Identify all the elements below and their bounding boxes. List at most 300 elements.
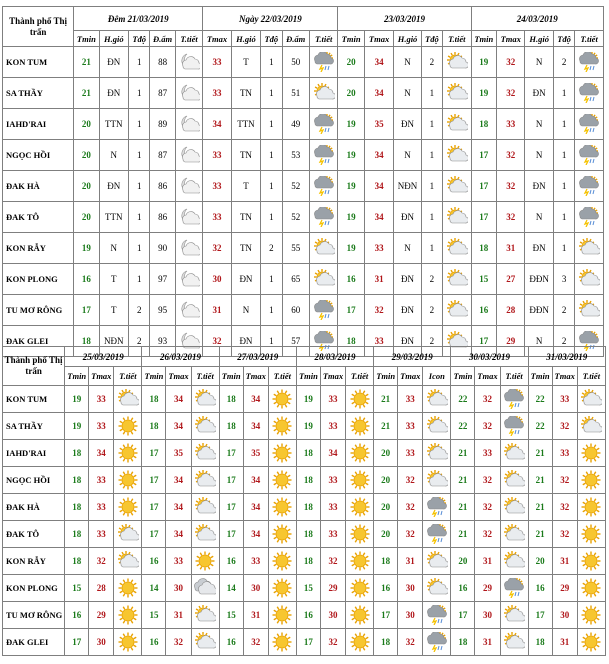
tmin-cell: 17 <box>451 602 475 629</box>
tmax-cell: 32 <box>166 629 191 656</box>
thunderstorm-icon <box>503 389 525 409</box>
tmax-cell: 32 <box>475 386 500 413</box>
sun-cloud-icon <box>503 524 525 544</box>
weather-cell <box>191 467 219 494</box>
tmin-cell: 21 <box>528 467 552 494</box>
weather-cell <box>175 233 202 264</box>
weather-cell <box>114 413 142 440</box>
value-cell: 18 <box>74 326 99 357</box>
value-cell: 51 <box>282 78 309 109</box>
thunderstorm-icon <box>313 114 335 134</box>
weather-cell <box>346 629 374 656</box>
weather-cell <box>423 386 451 413</box>
tmin-cell: 17 <box>142 440 166 467</box>
tmin-cell: 17 <box>65 629 89 656</box>
tmax-cell: 29 <box>475 575 500 602</box>
tmin-cell: 16 <box>219 548 243 575</box>
sun-cloud-icon <box>503 605 525 625</box>
tmax-cell: 32 <box>398 521 423 548</box>
weather-cell <box>191 440 219 467</box>
column-header: Tmax <box>475 367 500 386</box>
value-cell: 90 <box>150 233 175 264</box>
value-cell: 17 <box>471 202 496 233</box>
tmin-cell: 18 <box>528 629 552 656</box>
tmin-cell: 19 <box>65 386 89 413</box>
column-header: Tđộ <box>129 31 150 47</box>
value-cell: 19 <box>471 47 496 78</box>
weather-cell <box>175 171 202 202</box>
sun-icon <box>117 605 139 625</box>
value-cell: TN <box>231 233 260 264</box>
value-cell: 1 <box>129 47 150 78</box>
thunderstorm-icon <box>578 145 600 165</box>
weather-cell <box>268 521 296 548</box>
value-cell: ĐN <box>394 264 421 295</box>
table-row <box>3 202 604 233</box>
column-header: Tmax <box>243 367 268 386</box>
tmin-cell: 17 <box>219 467 243 494</box>
weather-cell <box>575 140 604 171</box>
value-cell: 33 <box>203 47 231 78</box>
table-row <box>3 386 606 413</box>
weather-cell <box>500 575 528 602</box>
value-cell: 31 <box>497 233 525 264</box>
value-cell: 19 <box>338 109 364 140</box>
date-header: 30/03/2019 <box>451 347 528 367</box>
value-cell: 97 <box>150 264 175 295</box>
value-cell: 20 <box>74 171 99 202</box>
value-cell: N <box>231 295 260 326</box>
weather-cell <box>575 233 604 264</box>
thunderstorm-icon <box>426 497 448 517</box>
value-cell: ĐN <box>394 202 421 233</box>
value-cell: 55 <box>282 233 309 264</box>
tmax-cell: 34 <box>243 386 268 413</box>
tmin-cell: 18 <box>451 629 475 656</box>
value-cell: 16 <box>74 264 99 295</box>
value-cell: 31 <box>364 264 393 295</box>
value-cell: 1 <box>421 78 442 109</box>
column-header: H.gió <box>525 31 553 47</box>
sun-cloud-icon <box>194 524 216 544</box>
tmin-cell: 18 <box>219 413 243 440</box>
column-header: T.tiết <box>175 31 202 47</box>
value-cell: ĐĐN <box>525 264 553 295</box>
sun-cloud-icon <box>117 389 139 409</box>
sun-icon <box>349 389 371 409</box>
value-cell: ĐN <box>99 171 128 202</box>
tmax-cell: 35 <box>243 440 268 467</box>
value-cell: 2 <box>553 295 574 326</box>
tmax-cell: 31 <box>552 548 577 575</box>
sun-icon <box>271 389 293 409</box>
tmax-cell: 31 <box>398 548 423 575</box>
weather-cell <box>500 521 528 548</box>
tmax-cell: 32 <box>398 494 423 521</box>
value-cell: 17 <box>471 326 496 357</box>
weather-cell <box>575 109 604 140</box>
sun-cloud-icon <box>503 443 525 463</box>
value-cell: N <box>525 47 553 78</box>
value-cell: ĐN <box>231 264 260 295</box>
weather-cell <box>114 575 142 602</box>
tmax-cell: 33 <box>320 413 345 440</box>
tmax-cell: 33 <box>89 413 114 440</box>
value-cell: ĐN <box>394 295 421 326</box>
weather-cell <box>443 295 472 326</box>
table-row <box>3 548 606 575</box>
value-cell: 1 <box>129 202 150 233</box>
tmin-cell: 22 <box>528 413 552 440</box>
value-cell: 33 <box>497 109 525 140</box>
sun-cloud-icon <box>426 470 448 490</box>
table-row <box>3 602 606 629</box>
column-header: Tmin <box>374 367 398 386</box>
weather-cell <box>114 602 142 629</box>
column-header: Tmax <box>552 367 577 386</box>
tmax-cell: 32 <box>398 467 423 494</box>
moon-cloud-icon <box>178 207 200 227</box>
value-cell: 21 <box>74 78 99 109</box>
thunderstorm-icon <box>578 52 600 72</box>
value-cell: N <box>394 140 421 171</box>
value-cell: 17 <box>471 140 496 171</box>
column-header: T.tiết <box>500 367 528 386</box>
value-cell: 1 <box>421 233 442 264</box>
value-cell: 1 <box>261 202 282 233</box>
tmin-cell: 20 <box>451 548 475 575</box>
tmax-cell: 33 <box>398 440 423 467</box>
sun-cloud-icon <box>446 300 468 320</box>
value-cell: TN <box>231 140 260 171</box>
sun-icon <box>580 578 602 598</box>
value-cell: 60 <box>282 295 309 326</box>
city-name: KON PLONG <box>3 575 65 602</box>
tmin-cell: 21 <box>528 521 552 548</box>
tmax-cell: 33 <box>552 440 577 467</box>
table-row <box>3 494 606 521</box>
sun-icon <box>580 632 602 652</box>
sun-cloud-icon <box>503 632 525 652</box>
sun-icon <box>271 416 293 436</box>
weather-cell <box>577 386 605 413</box>
moon-cloud-icon <box>178 114 200 134</box>
thunderstorm-icon <box>578 207 600 227</box>
tmin-cell: 18 <box>142 413 166 440</box>
sun-cloud-icon <box>313 238 335 258</box>
value-cell: 1 <box>421 140 442 171</box>
value-cell: 35 <box>364 109 393 140</box>
value-cell: 87 <box>150 78 175 109</box>
value-cell: NĐN <box>99 326 128 357</box>
value-cell: 1 <box>553 202 574 233</box>
value-cell: N <box>99 140 128 171</box>
value-cell: 1 <box>129 264 150 295</box>
date-header: 23/03/2019 <box>338 7 471 31</box>
value-cell: 33 <box>203 171 231 202</box>
sun-cloud-icon <box>313 83 335 103</box>
sun-icon <box>580 605 602 625</box>
value-cell: N <box>525 202 553 233</box>
city-name: IAHD'RAI <box>3 440 65 467</box>
weather-cell <box>175 295 202 326</box>
date-header: 27/03/2019 <box>219 347 296 367</box>
moon-cloud-icon <box>178 52 200 72</box>
column-header: T.tiết <box>346 367 374 386</box>
tmax-cell: 32 <box>320 548 345 575</box>
sun-cloud-icon <box>194 605 216 625</box>
tmin-cell: 20 <box>374 440 398 467</box>
column-header: T.tiết <box>191 367 219 386</box>
tmax-cell: 34 <box>243 413 268 440</box>
tmax-cell: 32 <box>475 467 500 494</box>
tmax-cell: 33 <box>320 521 345 548</box>
thunderstorm-icon <box>503 578 525 598</box>
tmin-cell: 18 <box>65 521 89 548</box>
value-cell: TTN <box>231 109 260 140</box>
weather-cell <box>577 548 605 575</box>
value-cell: 20 <box>74 140 99 171</box>
value-cell: 18 <box>471 233 496 264</box>
sun-icon <box>349 578 371 598</box>
sun-cloud-icon <box>446 52 468 72</box>
value-cell: 89 <box>150 109 175 140</box>
column-header: Tđộ <box>553 31 574 47</box>
tmin-cell: 14 <box>142 575 166 602</box>
tmax-cell: 34 <box>166 521 191 548</box>
value-cell: 20 <box>74 109 99 140</box>
sun-icon <box>194 551 216 571</box>
weather-cell <box>346 386 374 413</box>
tmin-cell: 21 <box>374 386 398 413</box>
sun-icon <box>271 524 293 544</box>
tmin-cell: 20 <box>374 494 398 521</box>
tmin-cell: 16 <box>528 575 552 602</box>
weather-cell <box>443 78 472 109</box>
weather-cell <box>191 521 219 548</box>
tmax-cell: 32 <box>243 629 268 656</box>
sun-cloud-icon <box>426 416 448 436</box>
weather-cell <box>309 233 337 264</box>
sun-cloud-icon <box>194 632 216 652</box>
value-cell: 50 <box>282 47 309 78</box>
tmin-cell: 18 <box>374 548 398 575</box>
tmax-cell: 30 <box>243 575 268 602</box>
thunderstorm-icon <box>313 145 335 165</box>
sun-icon <box>271 632 293 652</box>
sun-cloud-icon <box>446 114 468 134</box>
value-cell: 86 <box>150 202 175 233</box>
value-cell: 30 <box>203 264 231 295</box>
value-cell: 32 <box>497 140 525 171</box>
sun-icon <box>580 497 602 517</box>
value-cell: 21 <box>74 47 99 78</box>
value-cell: 32 <box>497 47 525 78</box>
sun-cloud-icon <box>503 470 525 490</box>
tmax-cell: 29 <box>552 575 577 602</box>
table-row <box>3 171 604 202</box>
value-cell: 86 <box>150 171 175 202</box>
tmin-cell: 18 <box>65 494 89 521</box>
thunderstorm-icon <box>313 176 335 196</box>
sun-cloud-icon <box>194 416 216 436</box>
sun-icon <box>580 524 602 544</box>
table-row <box>3 440 606 467</box>
weather-cell <box>191 413 219 440</box>
date-header: 24/03/2019 <box>471 7 603 31</box>
moon-cloud-icon <box>178 269 200 289</box>
sun-cloud-icon <box>194 389 216 409</box>
weather-cell <box>309 109 337 140</box>
sun-icon <box>349 470 371 490</box>
value-cell: 52 <box>282 202 309 233</box>
sun-icon <box>271 497 293 517</box>
city-header: Thành phố Thị trấn <box>3 7 74 47</box>
moon-cloud-icon <box>178 176 200 196</box>
tmax-cell: 33 <box>166 548 191 575</box>
column-header: Icon <box>423 367 451 386</box>
tmin-cell: 15 <box>65 575 89 602</box>
value-cell: 34 <box>364 171 393 202</box>
value-cell: 1 <box>261 295 282 326</box>
value-cell: T <box>99 264 128 295</box>
weather-cell <box>500 602 528 629</box>
value-cell: 1 <box>261 140 282 171</box>
value-cell: 33 <box>203 140 231 171</box>
tmax-cell: 30 <box>398 575 423 602</box>
value-cell: 18 <box>471 109 496 140</box>
tmin-cell: 21 <box>374 413 398 440</box>
value-cell: 16 <box>338 264 364 295</box>
value-cell: N <box>99 233 128 264</box>
weather-cell <box>346 494 374 521</box>
city-name: ĐAK TÔ <box>3 202 74 233</box>
sun-cloud-icon <box>503 551 525 571</box>
weather-cell <box>175 140 202 171</box>
value-cell: 65 <box>282 264 309 295</box>
tmin-cell: 21 <box>451 440 475 467</box>
value-cell: 2 <box>421 295 442 326</box>
value-cell: 32 <box>203 233 231 264</box>
weather-cell <box>577 575 605 602</box>
column-header: Tđộ <box>421 31 442 47</box>
tmax-cell: 31 <box>475 629 500 656</box>
value-cell: 1 <box>553 233 574 264</box>
value-cell: 32 <box>497 171 525 202</box>
tmax-cell: 30 <box>320 602 345 629</box>
weather-cell <box>443 171 472 202</box>
tmax-cell: 33 <box>89 494 114 521</box>
tmax-cell: 29 <box>89 602 114 629</box>
value-cell: 1 <box>553 171 574 202</box>
weather-cell <box>443 140 472 171</box>
column-header: Tmax <box>497 31 525 47</box>
weather-cell <box>346 440 374 467</box>
column-header: Tmax <box>398 367 423 386</box>
sun-cloud-icon <box>446 83 468 103</box>
value-cell: 1 <box>553 109 574 140</box>
weather-cell <box>575 295 604 326</box>
tmax-cell: 31 <box>243 602 268 629</box>
tmax-cell: 32 <box>552 413 577 440</box>
weather-cell <box>500 494 528 521</box>
city-name: ĐAK GLEI <box>3 326 74 357</box>
sun-icon <box>117 632 139 652</box>
value-cell: TTN <box>99 109 128 140</box>
weather-cell <box>175 78 202 109</box>
tmax-cell: 30 <box>398 602 423 629</box>
city-name: KON RẪY <box>3 548 65 575</box>
value-cell: 1 <box>129 78 150 109</box>
date-header: Đêm 21/03/2019 <box>74 7 203 31</box>
value-cell: 1 <box>553 78 574 109</box>
column-header: H.gió <box>231 31 260 47</box>
tmin-cell: 18 <box>296 548 320 575</box>
tmax-cell: 30 <box>89 629 114 656</box>
value-cell: NĐN <box>394 171 421 202</box>
tmin-cell: 22 <box>451 386 475 413</box>
value-cell: T <box>231 171 260 202</box>
tmax-cell: 32 <box>475 521 500 548</box>
table-row <box>3 575 606 602</box>
column-header: Tmax <box>203 31 231 47</box>
weather-cell <box>346 413 374 440</box>
column-header: Tmin <box>528 367 552 386</box>
column-header: Tmin <box>451 367 475 386</box>
weather-cell <box>114 440 142 467</box>
city-name: NGỌC HỒI <box>3 467 65 494</box>
value-cell: 33 <box>203 202 231 233</box>
value-cell: 1 <box>421 202 442 233</box>
tmax-cell: 32 <box>475 413 500 440</box>
tmax-cell: 33 <box>320 386 345 413</box>
value-cell: 33 <box>203 78 231 109</box>
value-cell: 57 <box>282 326 309 357</box>
tmax-cell: 32 <box>320 629 345 656</box>
column-header: T.tiết <box>114 367 142 386</box>
weather-cell <box>191 575 219 602</box>
tmax-cell: 34 <box>166 413 191 440</box>
tmax-cell: 32 <box>475 494 500 521</box>
value-cell: 2 <box>129 295 150 326</box>
tmin-cell: 17 <box>296 629 320 656</box>
value-cell: ĐN <box>394 109 421 140</box>
column-header: T.tiết <box>268 367 296 386</box>
weather-cell <box>423 467 451 494</box>
weather-cell <box>346 602 374 629</box>
column-header: T.tiết <box>443 31 472 47</box>
value-cell: 18 <box>338 326 364 357</box>
city-name: ĐAK HÀ <box>3 494 65 521</box>
tmin-cell: 16 <box>142 629 166 656</box>
weather-cell <box>346 575 374 602</box>
value-cell: 32 <box>364 295 393 326</box>
value-cell: 34 <box>364 140 393 171</box>
value-cell: 20 <box>74 202 99 233</box>
weather-cell <box>114 521 142 548</box>
weather-cell <box>575 264 604 295</box>
weather-cell <box>423 629 451 656</box>
weather-cell <box>268 548 296 575</box>
sun-cloud-icon <box>313 269 335 289</box>
city-header: Thành phố Thị trấn <box>3 347 65 386</box>
tmin-cell: 19 <box>65 413 89 440</box>
tmin-cell: 17 <box>219 494 243 521</box>
tmin-cell: 18 <box>296 440 320 467</box>
value-cell: 88 <box>150 47 175 78</box>
weather-cell <box>268 602 296 629</box>
tmin-cell: 18 <box>374 629 398 656</box>
